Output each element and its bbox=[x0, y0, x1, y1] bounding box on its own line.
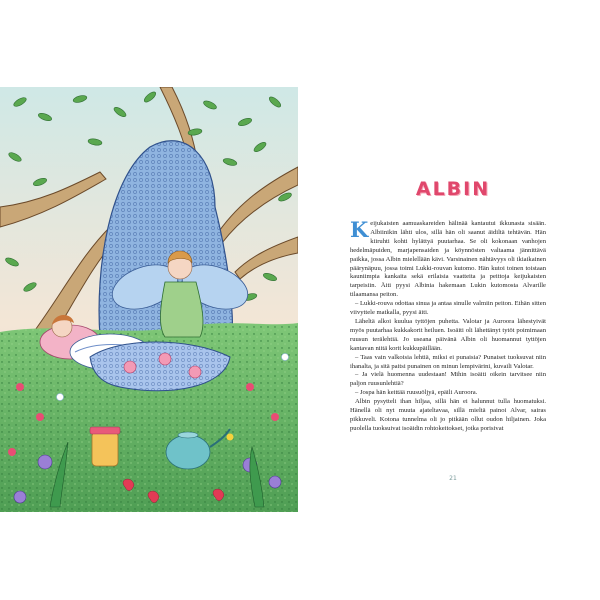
chapter-body bbox=[350, 217, 546, 434]
fairy-garden-illustration bbox=[0, 87, 298, 512]
paragraph: – Lukki-rouva odottaa sinua ja antaa sinulle valmiin peiton. Ethän sitten viivyttele matkalla, pyysi äiti. bbox=[350, 300, 546, 317]
text-page bbox=[306, 0, 600, 600]
paragraph: – Taas vain valkoisia lehtiä, miksi ei punaisia? Punaiset tuoksuvat niin ihanalta, ja sitä paitsi punainen on minun lempivärini, kuvaili Valotar. bbox=[350, 353, 546, 370]
illustration-page bbox=[0, 87, 298, 512]
paragraph: Albin pysytteli ihan hiljaa, sillä hän ei halunnut tulla huomatuksi. Hänellä oli nyt muuta ajateltavaa, sillä mieltä painoi Alvar, sairas pikkuveli. Kotona tunnelma oli jo pitkään ollut oudon hiljainen. Joka puolella tuoksuivat isoäidin rohtokeitokset, jotka porisivat bbox=[350, 398, 546, 432]
paragraph: Läheltä alkoi kuulua tyttöjen puhetta. Valotar ja Auroora lähestyivät myös puutarhaa kukkakorit heiluen. Isoäiti oli lähettänyt tytöt poimimaan ruusun terälehtiä. Jo useana päivänä Albin oli huomannut tyttöjen kantavan niitä korit kukkupäillään. bbox=[350, 317, 546, 352]
paragraph: – Jospa hän keittää ruusuöljyä, epäili Auroora. bbox=[355, 389, 478, 397]
paragraph bbox=[350, 217, 546, 300]
page-number: 21 bbox=[449, 475, 457, 482]
drop-cap: K bbox=[350, 217, 369, 242]
chapter-title: ALBIN bbox=[415, 178, 491, 200]
jar bbox=[90, 427, 120, 466]
first-paragraph-text: eijukaisten aamuaskareiden hälinää kantautui ikkunasta sisään. Albiinikin lähti ulos, sillä hän oli saanut äidiltä tehtävän. Hän kiiruhti kohti hylättyä puutarhaa. Se oli kokonaan vanhojen hedelmäpuiden, marjapensaiden ja köynnösten valtaama jännittävä paikka, jossa Albin mielellään kävi. Varsinainen nähtävyys oli ikiaikainen päärynäpuu, jossa toimi Lukki-rouvan kutomo. Hän kutoi toinen toistaan kauniimpia kankaita sekä erilaisia vaatteita ja peittoja keijukaisten tarpeisiin. Äiti pyysi Albinia hakemaan Lukin kutomosta Alvarille tilaamansa peiton. bbox=[350, 220, 546, 299]
paragraph: – Ja vielä huomenna uudestaan! Mihin isoäiti oikein tarvitsee niin paljon ruusunlehtiä? bbox=[350, 371, 546, 388]
